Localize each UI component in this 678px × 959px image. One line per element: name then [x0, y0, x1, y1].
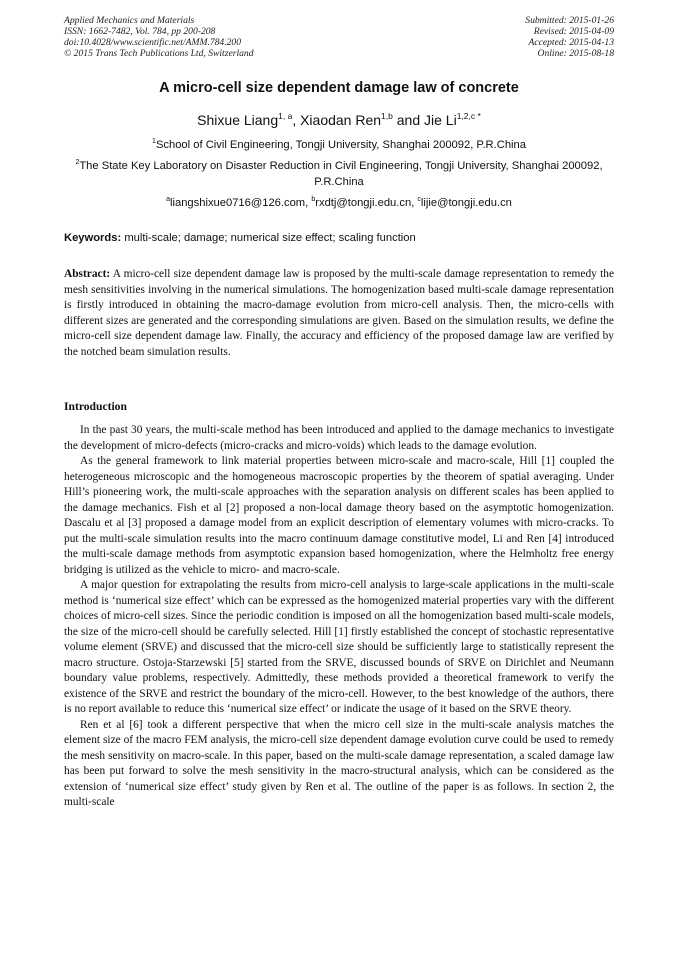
keywords-label: Keywords:: [64, 232, 122, 244]
publication-dates: [525, 15, 614, 59]
affiliation-text: School of Civil Engineering, Tongji University, Shanghai 200092, P.R.China: [155, 139, 526, 151]
abstract-text: A micro-cell size dependent damage law is proposed by the multi-scale damage representation to remedy the mesh sensitivities involving in the numerical simulations. The homogenization based multi-scale damage representation is firstly introduced in obtaining the macro-damage evolution from micro-cell analysis. Then, the micro-cells with different sizes are generated and the corresponding simulations are given. Based on the simulation results, we define the micro-cell size dependent damage law. Finally, the accuracy and efficiency of the proposed damage law are verified by the notched beam simulation results.: [64, 268, 614, 358]
affiliation-1: [64, 137, 614, 153]
email-link[interactable]: lijie@tongji.edu.cn: [420, 197, 512, 209]
introduction-body: [64, 423, 614, 811]
paragraph: As the general framework to link material properties between micro-scale and macro-scale, Hill [1] coupled the heterogeneous microscopic and the homogeneous macroscopic properties by the theorem of spatial averaging. Under Hill’s pioneering work, the multi-scale approaches with the separation analysis on different scales has been applied to the damage mechanics. Fish et al [2] proposed a non-local damage theory based on the asymptotic homogenization. Dascalu et al [3] proposed a damage model from an explicit description of elementary volumes with micro-cracks. To put the multi-scale simulation results into the macro continuum damage constitutive model, Li and Ren [4] introduced the multi-scale damage methods from asymptotic expansion based homogenization, where the Helmholtz free energy bridging is utilized as the vehicle to micro- and macro-scale.: [64, 455, 614, 576]
journal-info: [64, 15, 254, 59]
paper-title: A micro-cell size dependent damage law of concrete: [159, 80, 519, 96]
date-online: Online: 2015-08-18: [537, 48, 614, 59]
author-affil-mark: 1,2,c *: [456, 111, 481, 121]
journal-issn: ISSN: 1662-7482, Vol. 784, pp 200-208: [64, 26, 216, 37]
keywords: [64, 232, 624, 244]
email-mark: a: [166, 196, 170, 203]
date-accepted: Accepted: 2015-04-13: [528, 37, 614, 48]
author-name: Jie Li: [424, 112, 457, 128]
paragraph: In the past 30 years, the multi-scale method has been introduced and applied to the damage mechanics to investigate the development of micro-defects (micro-cracks and micro-voids) which leads to the damage evolution.: [64, 424, 614, 452]
affiliation-mark: 2: [75, 159, 80, 166]
paragraph: A major question for extrapolating the results from micro-cell analysis to large-scale applications in the multi-scale method is ‘numerical size effect’ which can be expressed as the homogenized material properties vary with the different choices of micro-cell sizes. Since the periodic condition is imposed on all the homogenization based multi-scale models, the size of the micro-cell should be carefully selected. Hill [1] firstly established the concept of stochastic representative volume element (SRVE) and discussed that the micro-cell size should be sufficiently large to statistically represent the macro structure. Ostoja-Starzewski [5] started from the SRVE, discussed bounds of SRVE on Dirichlet and Neumann boundary value problems, respectively. Admittedly, these methods provided a theoretical framework to verify the existence of the SRVE and restrict the boundary of the micro-cell. However, to the best knowledge of the authors, there is no report available to reduce this ‘numerical size effect’ or indicate the usage of it based on the SRVE theory.: [64, 579, 614, 715]
affiliation-2: [64, 158, 614, 190]
abstract-label: Abstract:: [64, 268, 111, 280]
email-link[interactable]: liangshixue0716@126.com,: [170, 197, 309, 209]
author-name: Shixue Liang: [197, 112, 279, 128]
author-list: Shixue Liang$^{1, a}$, Xiaodan Ren$^{1,b}$ and Jie $Li^{1,2,c *}$: [197, 111, 481, 128]
section-heading-introduction: Introduction: [64, 400, 127, 413]
email-link[interactable]: rxdtj@tongji.edu.cn,: [315, 197, 415, 209]
email-mark: b: [311, 196, 316, 203]
affiliation-mark: 1: [152, 138, 156, 145]
author-name: Xiaodan Ren: [300, 112, 382, 128]
journal-copyright: © 2015 Trans Tech Publications Ltd, Switzerland: [64, 48, 254, 59]
date-revised: Revised: 2015-04-09: [533, 26, 614, 37]
abstract: [64, 267, 614, 360]
author-emails: [64, 195, 614, 211]
keywords-text: multi-scale; damage; numerical size effect; scaling function: [124, 232, 416, 244]
email-mark: c: [417, 196, 421, 203]
journal-name: Applied Mechanics and Materials: [64, 15, 195, 26]
date-submitted: Submitted: 2015-01-26: [525, 15, 614, 26]
journal-doi: doi:10.4028/www.scientific.net/AMM.784.200: [64, 37, 242, 48]
author-affil-mark: 1, a: [278, 111, 293, 121]
affiliation-text: The State Key Laboratory on Disaster Reduction in Civil Engineering, Tongji University, Shanghai 200092, P.R.China: [79, 160, 603, 188]
author-affil-mark: 1,b: [381, 111, 393, 121]
paragraph: Ren et al [6] took a different perspective that when the micro cell size in the multi-scale analysis matches the element size of the macro FEM analysis, the micro-cell size dependent damage evolution curve could be used to remedy the mesh sensitivity on macro-scale. In this paper, based on the multi-scale damage representation, a scaled damage law has been put forward to solve the mesh sensitivity in the macro-structural analysis, which can be considered as the extension of ‘numerical size effect’ study given by Ren et al. The outline of the paper is as follows. In section 2, the multi-scale: [64, 718, 614, 808]
